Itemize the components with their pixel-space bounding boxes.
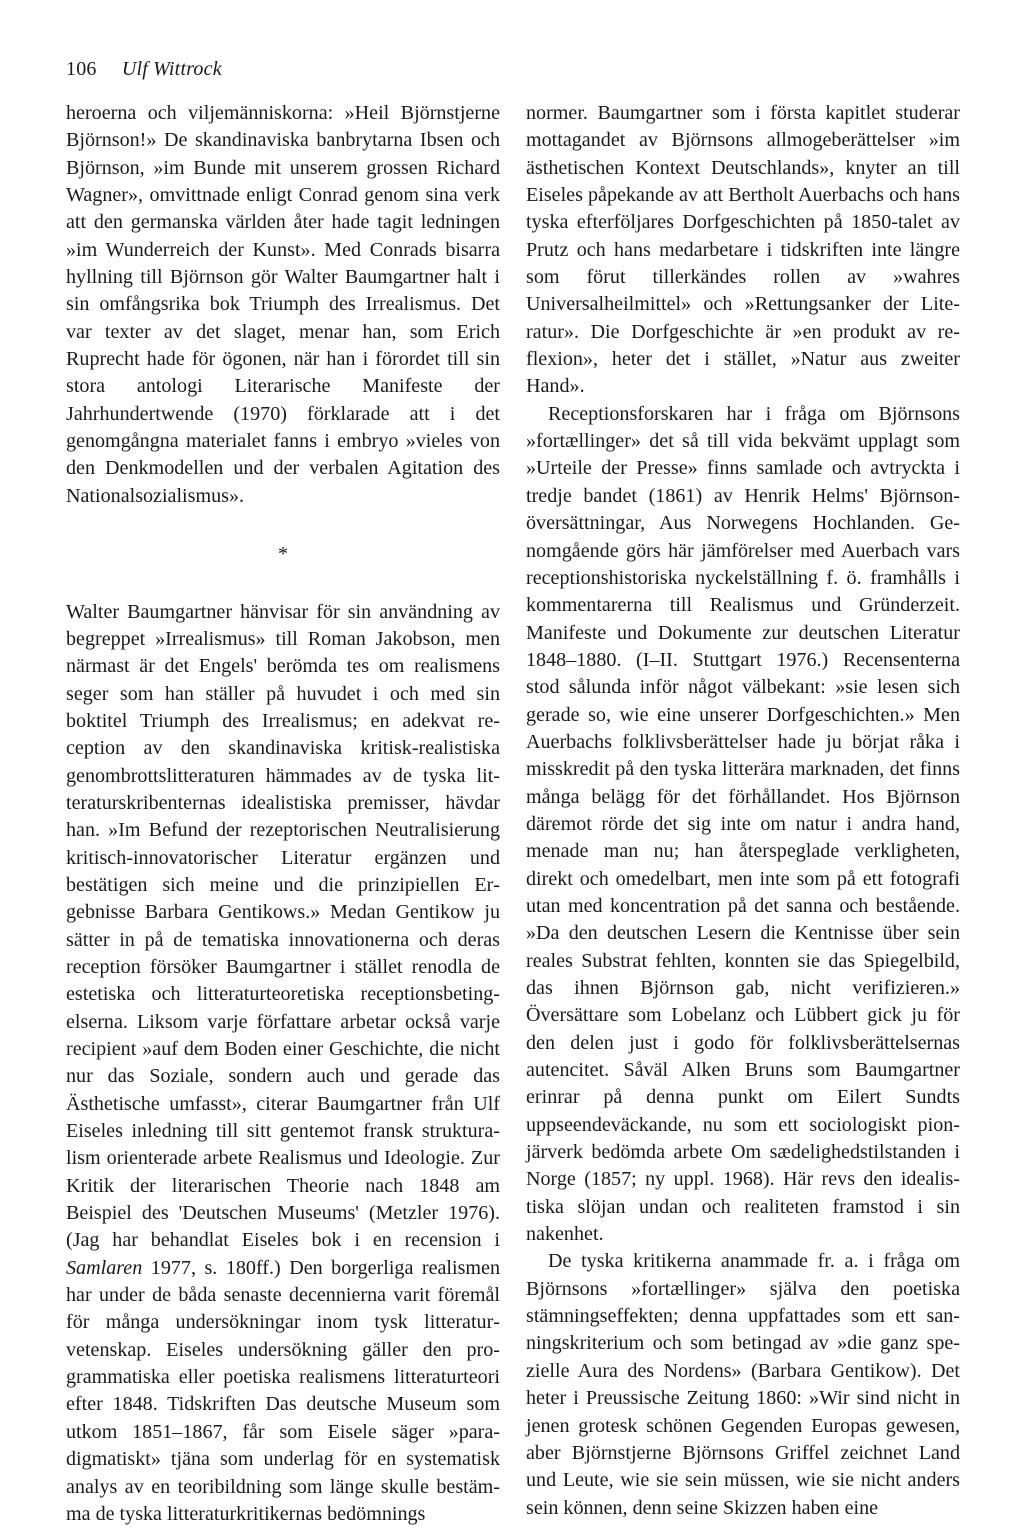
page-number: 106 [66,58,97,80]
paragraph-right-2: Receptionsforskaren har i fråga om Björnsons »fortællinger» det så till vida bekvämt upplagt som »Urteile der Presse» finns samlade och avtryckta i tredje bandet (1861) av Henrik Helms' Björnsonöversättningar, Aus Norwegens Hochlanden. Genomgående görs här jämförelser med Auerbach vars receptionshistoriska nyckelställning f. ö. framhålls i kommentarerna till Realismus und Gründerzeit. Manifeste und Dokumente zur deutschen Literatur 1848–1880. (I–II. Stuttgart 1976.) Recensenterna stod sålunda inför något välbekant: »sie lesen sich gerade so, wie eine unserer Dorfgeschichten.» Men Auerbachs folklivsberättelser hade ju börjat råka i misskredit på den tyska litterära marknaden, det finns många belägg för det förhållandet. Hos Björnson däremot rörde det sig inte om natur i andra hand, menade man nu; han återspeglade verkligheten, direkt och omedelbart, men inte som på ett fotografi utan med koncentration på det sanna och bestående. »Da den deutschen Lesern die Kentnisse über sein reales Substrat fehlten, konnten sie das Spiegelbild, das ihnen Björnson gab, nicht verifizieren.» Översättare som Lobelanz och Lübbert gick ju för den delen just i godo för folklivsberättelsernas autencitet. Såväl Alken Bruns som Baumgartner erinrar på denna punkt om Eilert Sundts uppseendeväckande, nu som ett sociologiskt pionjärverk bedömda arbete Om sædelighedstilstanden i Norge (1857; ny uppl. 1968). Här revs den idealistiska slöjan undan och realiteten framstod i sin nakenhet. [526,402,960,1246]
running-header [66,58,222,81]
journal-title-italic: Samlaren [66,1256,143,1279]
right-column [526,100,960,1522]
paragraph-left-2-text-b: 1977, s. 180ff.) Den borgerliga realismen har under de båda senaste decennierna varit föremål för många undersökningar inom tysk litteraturvetenskap. Eiseles undersökning gäller den programmatiska eller poetiska realismens litteraturteori efter 1848. Tidskriften Das deutsche Museum som utkom 1851–1867, får som Eisele säger »paradigmatiskt» tjäna som underlag för en systematisk analys av en teoribildning som länge skulle bestämma de tyska litteraturkritikernas bedömnings [66,1256,500,1525]
paragraph-left-2 [66,599,500,1529]
paragraph-left-2-text-a: Walter Baumgartner hänvisar för sin användning av begreppet »Irrealismus» till Roman Jakobson, men närmast är det Engels' berömda tes om realismens seger som han ställer på huvudet i och med sin boktitel Triumph des Irrealismus; en adekvat reception av den skandinaviska kritisk-realistiska genombrottslitteraturen hämmades av de tyska litteraturskribenternas idealistiska premisser, hävdar han. »Im Befund der rezeptorischen Neutralisierung kritisch-innovatorischer Literatur ergänzen und bestätigen sich meine und die prinzipiellen Ergebnisse Barbara Gentikows.» Medan Gentikow ju sätter in på de tematiska innovationerna och deras reception försöker Baumgartner i stället renodla de estetiska och litteraturteoretiska receptionsbetingelserna. Liksom varje författare arbetar också varje recipient »auf dem Boden einer Geschichte, die nicht nur das Soziale, sondern auch und gerade das Ästhetische umfasst», citerar Baumgartner från Ulf Eiseles inledning till sitt gentemot fransk strukturalism orienterade arbete Realismus und Ideologie. Zur Kritik der literarischen Theorie nach 1848 am Beispiel des 'Deutschen Museums' (Metzler 1976). (Jag har behandlat Eiseles bok i en recension i [66,600,500,1252]
left-column [66,100,500,1528]
section-separator: * [278,543,288,566]
paragraph-right-1: normer. Baumgartner som i första kapitlet studerar mottagandet av Björnsons allmogeberättelser »im ästhetischen Kontext Deutschlands», knyter an till Eiseles påpekande av att Bertholt Auerbachs och hans tyska efterföljares Dorfgeschichten på 1850-talet av Prutz och hans medarbetare i tidskriften inte längre som förut tillerkändes rollen av »wahres Universalheilmittel» och »Rettungsanker der Literatur». Die Dorfgeschichte är »en produkt av reflexion», heter det i stället, »Natur aus zweiter Hand». [526,102,960,398]
paragraph-right-3: De tyska kritikerna anammade fr. a. i fråga om Björnsons »fortællinger» själva den poetiska stämningseffekten; denna uppfattades som ett sanningskriterium och som betingad av »die ganz spezielle Aura des Nordens» (Barbara Gentikow). Det heter i Preussische Zeitung 1860: »Wir sind nicht in jenen grotesk schönen Gegenden Europas gewesen, aber Björnstjerne Björnsons Griffel zeichnet Land und Leute, wie sie sein müssen, wie sie nicht anders sein können, denn seine Skizzen haben eine [526,1250,960,1519]
running-author: Ulf Wittrock [121,58,222,80]
paragraph-left-1: heroerna och viljemänniskorna: »Heil Björnstjerne Björnson!» De skandinaviska banbrytarna Ibsen och Björnson, »im Bunde mit unserem grossen Richard Wagner», omvittnade enligt Conrad genom sina verk att den germanska världen åter hade tagit ledningen »im Wunderreich der Kunst». Med Conrads bisarra hyllning till Björnson gör Walter Baumgartner halt i sin omfångsrika bok Triumph des Irrealismus. Det var texter av det slaget, menar han, som Erich Ruprecht hade för ögonen, när han i förordet till sin stora antologi Literarische Manifeste der Jahrhundertwende (1970) förklarade att i det genomgångna materialet fanns i embryo »vieles von den Denkmodellen und der verbalen Agitation des Nationalsozialismus». [66,102,500,507]
